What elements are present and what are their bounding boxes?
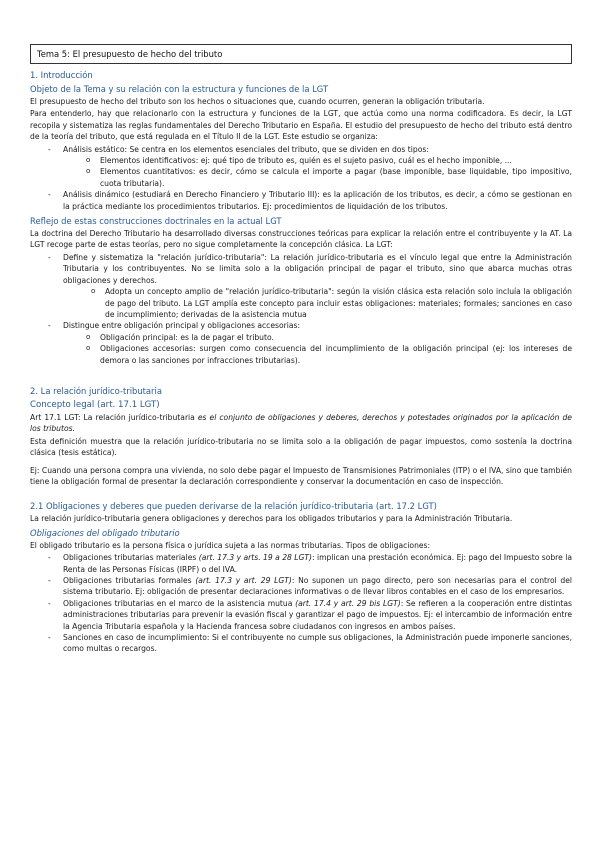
paragraph: Para entenderlo, hay que relacionarlo con la estructura y funciones de la LGT, que actúa como una norma codificadora. Es decir, la LGT recopila y sistematiza las reglas fundamentales del Derecho Tributario en España. El estudio del presupuesto de hecho del tributo está dentro de la teoría del tributo, que está regulada en el Título II de la LGT. Este estudio se organiza: [30,109,572,142]
paragraph: La relación jurídico-tributaria genera obligaciones y derechos para los obligados tributarios y para la Administración Tributaria. [30,514,513,524]
list-item: - Análisis estático: Se centra en los elementos esenciales del tributo, que se dividen en dos tipos: o Elementos identificativos: ej: qué tipo de tributo es, quién es el sujeto pasivo, cuál es el hecho imponible, ... o Elementos cuantitativos: es decir, cómo se calcula el importe a pagar (base imponible, base liquidable, tipo impositivo, cuota tributaria). [30,144,572,190]
section-2-heading: 2. La relación jurídico-tributaria [30,385,162,396]
list-item: - Análisis dinámico (estudiará en Derecho Financiero y Tributario III): es la aplicación de los tributos, es decir, a cómo se gestionan en la práctica mediante los procedimientos tributarios. Ej: procedimientos de liquidación de los tributos. [30,189,572,212]
bullet-list [30,144,572,212]
paragraph: Ej: Cuando una persona compra una vivienda, no solo debe pagar el Impuesto de Transmisiones Patrimoniales (ITP) o el IVA, sino que también tiene la obligación formal de presentar la declaración correspondiente y conservar la documentación en caso de inspección. [30,465,572,486]
list-item: o Obligaciones accesorias: surgen como consecuencia del incumplimiento de la obligación principal (ej: los intereses de demora o las sanciones por infracciones tributarias). [62,343,572,366]
list-item: - Obligaciones tributarias materiales (art. 17.3 y arts. 19 a 28 LGT): implican una prestación económica. Ej: pago del Impuesto sobre la Renta de las Personas Físicas (IRPF) o del IVA. [30,552,572,575]
page-title: Tema 5: El presupuesto de hecho del tributo [30,44,572,64]
sub-list [63,286,572,320]
paragraph: El presupuesto de hecho del tributo son los hechos o situaciones que, cuando ocurren, generan la obligación tributaria. [30,97,485,106]
list-item: - Define y sistematiza la "relación jurídico-tributaria": La relación jurídico-tributaria es el vínculo legal que entre la Administración Tributaria y los contribuyentes. No se limita solo a la obligación principal de pagar el tributo, sino que abarca muchas otras obligaciones y derechos. o Adopta un concepto amplio de "relación jurídico-tributaria": según la visión clásica esta relación solo incluía la obligación de pago del tributo. La LGT amplía este concepto para incluir estas obligaciones: materiales; formales; sanciones en caso de incumplimiento; derivadas de la asistencia mutua [30,252,572,320]
sub-list [63,155,572,189]
section-2-1-heading: 2.1 Obligaciones y deberes que pueden derivarse de la relación jurídico-tributaria (art. 17.2 LGT) [30,501,437,512]
subsection-objeto-heading: Objeto de la Tema y su relación con la estructura y funciones de la LGT [30,84,329,94]
sub-list [63,332,572,366]
list-item: - Sanciones en caso de incumplimiento: Si el contribuyente no cumple sus obligaciones, la Administración puede imponerle sanciones, como multas o recargos. [30,632,572,655]
list-item: o Elementos identificativos: ej: qué tipo de tributo es, quién es el sujeto pasivo, cuál es el hecho imponible, ... [62,155,572,166]
list-item: - Distingue entre obligación principal y obligaciones accesorias: o Obligación principal: es la de pagar el tributo. o Obligaciones accesorias: surgen como consecuencia del incumplimiento de la obligación principal (ej: los intereses de demora o las sanciones por infracciones tributarias). [30,320,572,366]
list-item: - Obligaciones tributarias formales (art. 17.3 y art. 29 LGT): No suponen un pago directo, pero son necesarias para el control del sistema tributario. Ej: obligación de presentar declaraciones informativas o de llevar libros contables en el caso de los empresarios. [30,575,572,598]
subsection-obligaciones-heading: Obligaciones del obligado tributario [30,527,180,538]
section-1-heading: 1. Introducción [30,70,93,80]
subsection-concepto-heading: Concepto legal (art. 17.1 LGT) [30,399,160,410]
bullet-list [30,552,572,655]
list-item: - Obligaciones tributarias en el marco de la asistencia mutua (art. 17.4 y art. 29 bis LGT): Se refieren a la cooperación entre distintas administraciones tributarias para prevenir la evasión fiscal y garantizar el pago de impuestos. Ej: el intercambio de información entre la Agencia Tributaria española y la Hacienda francesa sobre ciudadanos con ingresos en ambos países. [30,598,572,632]
list-item: o Elementos cuantitativos: es decir, cómo se calcula el importe a pagar (base imponible, base liquidable, tipo impositivo, cuota tributaria). [62,166,572,189]
paragraph: Esta definición muestra que la relación jurídico-tributaria no se limita solo a la obligación de pagar impuestos, como sostenía la doctrina clásica (tesis estática). [30,436,572,458]
paragraph: La doctrina del Derecho Tributario ha desarrollado diversas construcciones teóricas para explicar la relación entre el contribuyente y la AT. La LGT recoge parte de estas teorías, pero no sigue completamente la concepción clásica. La LGT: [30,229,572,250]
paragraph: El obligado tributario es la persona física o jurídica sujeta a las normas tributarias. Tipos de obligaciones: [30,540,431,550]
subsection-reflejo-heading: Reflejo de estas construcciones doctrinales en la actual LGT [30,216,282,227]
list-item: o Adopta un concepto amplio de "relación jurídico-tributaria": según la visión clásica esta relación solo incluía la obligación de pago del tributo. La LGT amplía este concepto para incluir estas obligaciones: materiales; formales; sanciones en caso de incumplimiento; derivadas de la asistencia mutua [63,286,572,320]
bullet-list [30,252,572,366]
paragraph: Art 17.1 LGT: La relación jurídico-tributaria es el conjunto de obligaciones y deberes, derechos y potestades originados por la aplicación de los tributos. [30,412,572,434]
list-item: o Obligación principal: es la de pagar el tributo. [62,332,572,343]
